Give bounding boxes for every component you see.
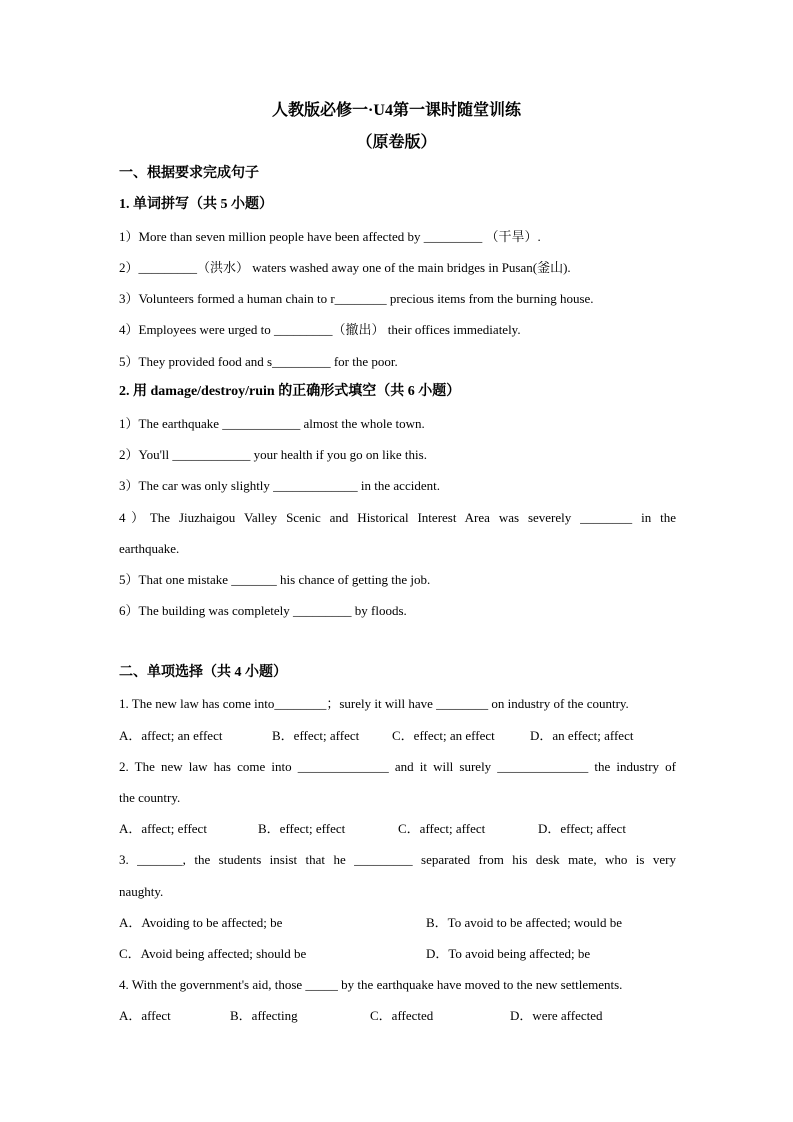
- part-2-heading: 2. 用 damage/destroy/ruin 的正确形式填空（共 6 小题）: [119, 384, 461, 399]
- option-c: C．Avoid being affected; should be: [119, 946, 307, 961]
- option-a: A．Avoiding to be affected; be: [119, 915, 283, 930]
- section-1-heading: 一、根据要求完成句子: [119, 166, 259, 181]
- spelling-item: 3）Volunteers formed a human chain to r________ precious items from the burning house.: [119, 291, 594, 306]
- option-d: D．To avoid being affected; be: [426, 946, 591, 961]
- option-d: D．effect; affect: [538, 821, 626, 836]
- question-stem-continuation: the country.: [119, 790, 181, 805]
- option-a: A．affect: [119, 1008, 171, 1023]
- option-c: C．affect; affect: [398, 821, 486, 836]
- question-stem: 1. The new law has come into________；surely it will have ________ on industry of the country.: [119, 696, 629, 711]
- option-d: D．an effect; affect: [530, 728, 634, 743]
- option-a: A．affect; effect: [119, 821, 207, 836]
- page-title: 人教版必修一·U4第一课时随堂训练: [272, 102, 521, 119]
- spelling-item: 5）They provided food and s_________ for the poor.: [119, 354, 398, 369]
- fill-item: 4）The Jiuzhaigou Valley Scenic and Historical Interest Area was severely ________ in the: [119, 510, 676, 525]
- spelling-item: 2）_________（洪水） waters washed away one of the main bridges in Pusan(釜山).: [119, 260, 571, 275]
- question-stem: 3. _______, the students insist that he _________ separated from his desk mate, who is very: [119, 852, 676, 867]
- fill-item-continuation: earthquake.: [119, 541, 180, 556]
- page-subtitle: （原卷版）: [356, 134, 437, 151]
- fill-item: 1）The earthquake ____________ almost the whole town.: [119, 416, 425, 431]
- part-1-heading: 1. 单词拼写（共 5 小题）: [119, 197, 273, 212]
- fill-item: 3）The car was only slightly _____________ in the accident.: [119, 478, 440, 493]
- fill-item: 6）The building was completely _________ by floods.: [119, 603, 407, 618]
- spelling-item: 1）More than seven million people have been affected by _________ （干旱）.: [119, 229, 541, 244]
- question-stem: 2. The new law has come into ______________ and it will surely ______________ the industry of: [119, 759, 676, 774]
- option-b: B．To avoid to be affected; would be: [426, 915, 622, 930]
- option-b: B．affecting: [230, 1008, 298, 1023]
- fill-item: 5）That one mistake _______ his chance of getting the job.: [119, 572, 431, 587]
- spelling-item: 4）Employees were urged to _________（撤出） their offices immediately.: [119, 322, 521, 337]
- section-2-heading: 二、单项选择（共 4 小题）: [119, 665, 287, 680]
- question-stem: 4. With the government's aid, those _____ by the earthquake have moved to the new settlements.: [119, 977, 623, 992]
- option-c: C．affected: [370, 1008, 434, 1023]
- option-b: B．effect; affect: [272, 728, 360, 743]
- option-b: B．effect; effect: [258, 821, 346, 836]
- option-a: A．affect; an effect: [119, 728, 223, 743]
- question-stem-continuation: naughty.: [119, 884, 164, 899]
- fill-item: 2）You'll ____________ your health if you go on like this.: [119, 447, 427, 462]
- option-c: C．effect; an effect: [392, 728, 495, 743]
- option-d: D．were affected: [510, 1008, 603, 1023]
